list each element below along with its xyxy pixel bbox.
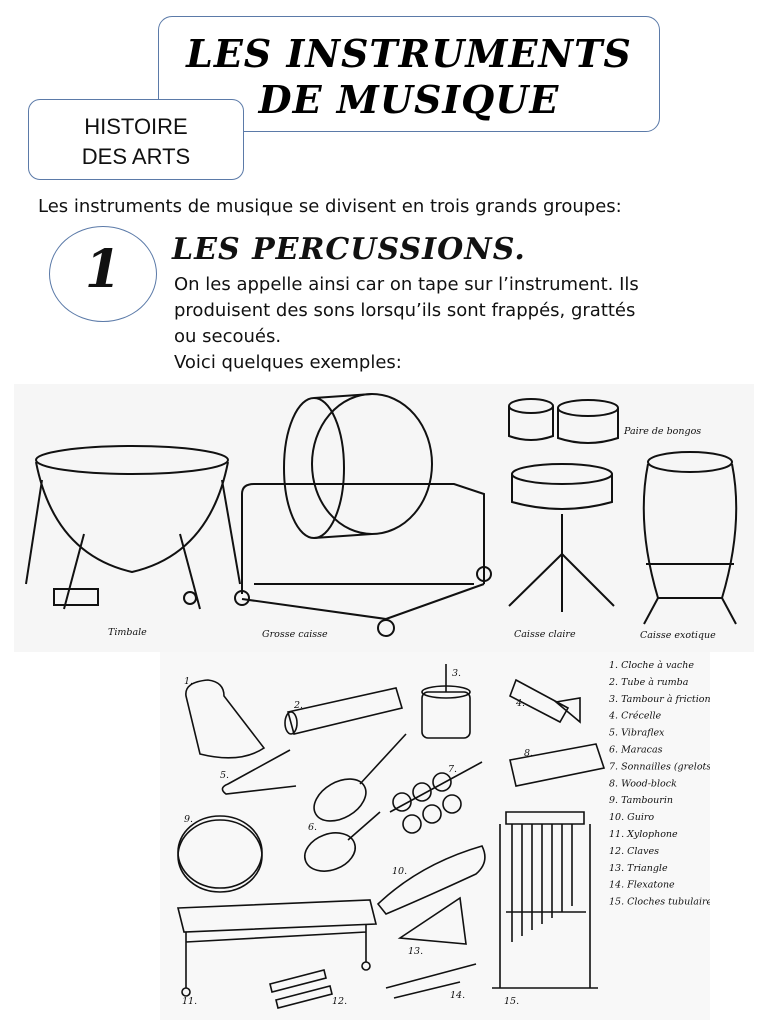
instrument-number: 14. bbox=[450, 990, 466, 1001]
section-heading: LES PERCUSSIONS. bbox=[172, 232, 526, 267]
bongos-drawing bbox=[509, 399, 618, 443]
legend-item: 14. Flexatone bbox=[609, 879, 675, 891]
instrument-number: 3. bbox=[452, 668, 462, 679]
legend-item: 5. Vibraflex bbox=[609, 727, 665, 739]
guiro-drawing bbox=[378, 846, 485, 914]
section-number-circle bbox=[49, 226, 157, 322]
subject-line-1: HISTOIRE bbox=[84, 114, 188, 139]
percussion-illustration-bottom bbox=[160, 652, 710, 1020]
instrument-number: 7. bbox=[448, 764, 458, 775]
legend-item: 8. Wood-block bbox=[609, 778, 677, 790]
instrument-number: 1. bbox=[184, 676, 194, 687]
section-line-4: Voici quelques exemples: bbox=[174, 352, 402, 373]
legend-item: 3. Tambour à friction bbox=[609, 693, 710, 705]
timpani-drawing bbox=[26, 446, 240, 609]
legend-item: 6. Maracas bbox=[609, 744, 663, 756]
instrument-legend bbox=[608, 660, 710, 908]
subject-line-2: DES ARTS bbox=[81, 144, 191, 169]
sleigh-bells-drawing bbox=[390, 762, 482, 833]
label-caisse-claire: Caisse claire bbox=[514, 629, 576, 640]
label-grosse-caisse: Grosse caisse bbox=[262, 629, 328, 640]
rumba-tube-drawing bbox=[285, 688, 402, 734]
instrument-number: 5. bbox=[220, 770, 230, 781]
legend-item: 11. Xylophone bbox=[609, 829, 678, 840]
section-line-2: produisent des sons lorsqu’ils sont frappés, grattés bbox=[174, 300, 636, 321]
legend-item: 15. Cloches tubulaires bbox=[609, 896, 710, 908]
tambourine-drawing bbox=[178, 816, 262, 892]
vibraslap-drawing bbox=[222, 750, 296, 794]
legend-item: 4. Crécelle bbox=[609, 710, 662, 722]
legend-item: 9. Tambourin bbox=[609, 795, 673, 807]
label-timbale: Timbale bbox=[108, 627, 147, 638]
section-number: 1 bbox=[84, 239, 122, 300]
percussion-illustration-top bbox=[14, 384, 754, 652]
intro-text: Les instruments de musique se divisent en trois grands groupes: bbox=[38, 196, 622, 217]
friction-drum-drawing bbox=[422, 664, 470, 738]
instrument-number: 6. bbox=[308, 822, 318, 833]
claves-drawing bbox=[270, 970, 332, 1008]
title-line-2: DE MUSIQUE bbox=[258, 77, 560, 122]
bass-drum-drawing bbox=[235, 394, 491, 636]
title-line-1: LES INSTRUMENTS bbox=[186, 31, 632, 76]
instrument-number: 12. bbox=[332, 996, 348, 1007]
tubular-bells-drawing bbox=[492, 812, 598, 988]
section-line-1: On les appelle ainsi car on tape sur l’instrument. Ils bbox=[174, 274, 639, 295]
instrument-number: 2. bbox=[294, 700, 304, 711]
legend-item: 1. Cloche à vache bbox=[609, 660, 694, 671]
legend-item: 7. Sonnailles (grelots) bbox=[609, 761, 710, 773]
instrument-number: 10. bbox=[392, 866, 408, 877]
legend-item: 10. Guiro bbox=[609, 812, 655, 824]
section-line-3: ou secoués. bbox=[174, 326, 282, 347]
label-caisse-exotique: Caisse exotique bbox=[640, 630, 716, 641]
instrument-number: 8. bbox=[524, 748, 534, 759]
subject-box bbox=[28, 99, 244, 180]
label-paire-de-bongos: Paire de bongos bbox=[624, 426, 702, 437]
legend-item: 2. Tube à rumba bbox=[609, 676, 689, 688]
instrument-number: 15. bbox=[504, 996, 520, 1007]
legend-item: 13. Triangle bbox=[609, 862, 668, 874]
instrument-number: 13. bbox=[408, 946, 424, 957]
cowbell-drawing bbox=[186, 680, 264, 758]
instrument-number: 11. bbox=[182, 996, 198, 1007]
conga-drawing bbox=[644, 452, 736, 624]
legend-item: 12. Claves bbox=[609, 845, 659, 857]
section-body bbox=[174, 272, 754, 376]
triangle-drawing bbox=[400, 898, 466, 944]
instrument-number: 4. bbox=[516, 698, 526, 709]
maracas-drawing bbox=[299, 734, 406, 878]
instrument-number: 9. bbox=[184, 814, 194, 825]
snare-drum-drawing bbox=[509, 464, 614, 612]
